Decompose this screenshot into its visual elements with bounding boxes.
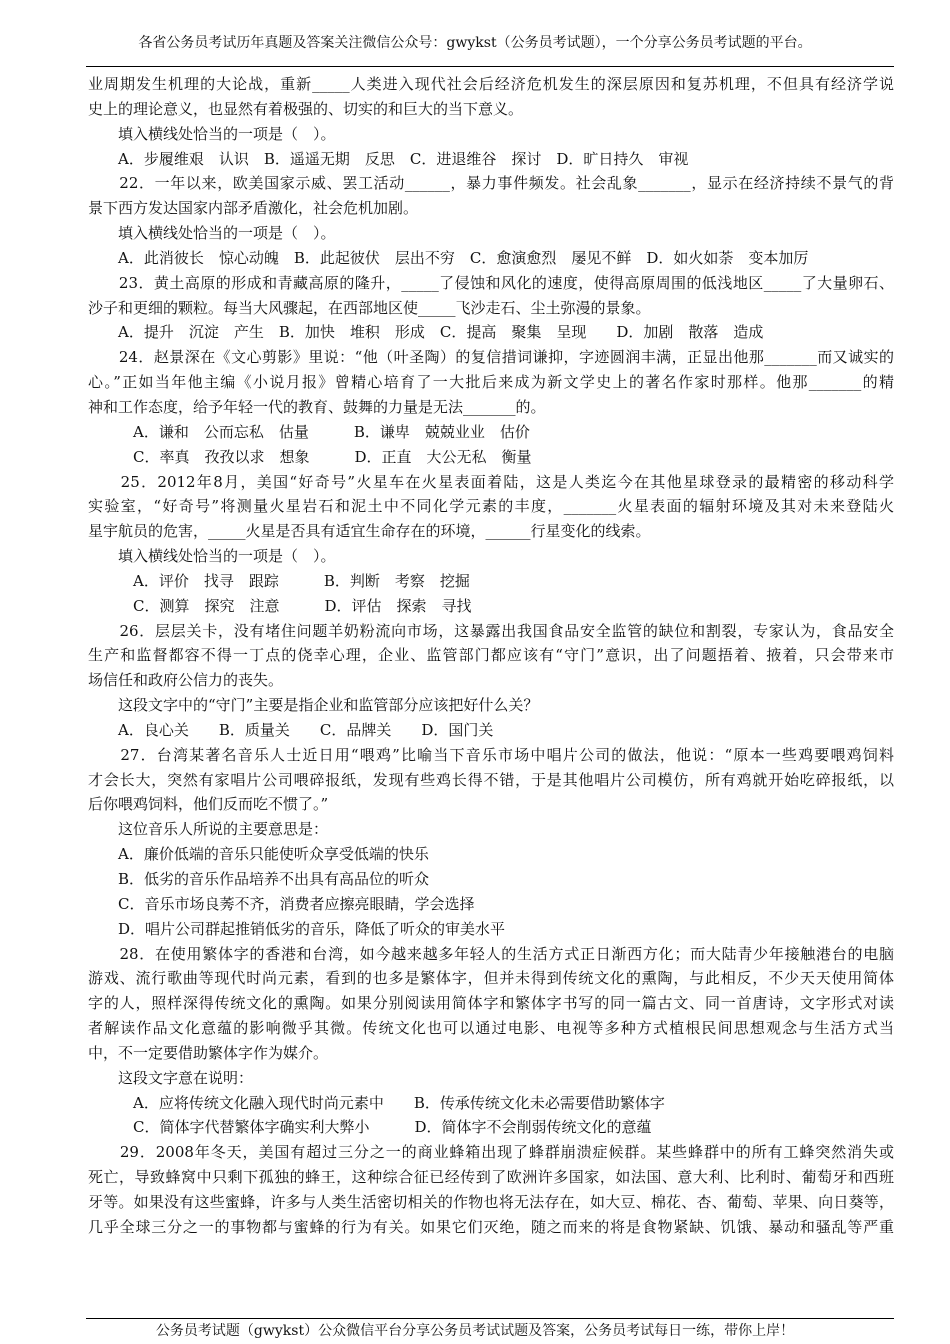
text-line: 景下西方发达国家内部矛盾激化，社会危机加剧。 (88, 199, 419, 218)
page-footer: 公务员考试题（gwykst）公众微信平台分享公务员考试试题及答案，公务员考试每日一练，带你上岸！ (155, 1323, 795, 1339)
text-line: A．良心关 B．质量关 C．品牌关 D．国门关 (88, 720, 494, 739)
text-line: C．测算 探究 注意 D．评估 探索 寻找 (88, 596, 472, 615)
text-line: 29．2008年冬天，美国有超过三分之一的商业蜂箱出现了蜂群崩溃症候群。某些蜂群中的所有工蜂突然消失或 (88, 1143, 894, 1162)
text-line: B．低劣的音乐作品培养不出具有高品位的听众 (88, 870, 430, 888)
header-rule (86, 66, 894, 67)
text-line: 这位音乐人所说的主要意思是： (88, 820, 329, 839)
text-line: 星宇航员的危害，_____火星是否具有适宜生命存在的环境，______行星变化的线索。 (88, 522, 651, 541)
text-line: 28．在使用繁体字的香港和台湾，如今越来越多年轻人的生活方式正日渐西方化；而大陆青少年接触港台的电脑 (88, 944, 894, 963)
text-line: 几乎全球三分之一的事物都与蜜蜂的行为有关。如果它们灭绝，随之而来的将是食物紧缺、饥饿、暴动和骚乱等严重 (88, 1217, 894, 1236)
text-line: 这段文字中的“守门”主要是指企业和监管部分应该把好什么关？ (88, 696, 539, 715)
text-line: 实验室，“好奇号”将测量火星岩石和泥土中不同化学元素的丰度，_______火星表面的辐射环境及其对未来登陆火 (88, 497, 894, 516)
text-line: 后你喂鸡饲料，他们反而吃不惯了。” (88, 795, 329, 814)
footer-rule (86, 1318, 894, 1319)
text-line: 26．层层关卡，没有堵住问题羊奶粉流向市场，这暴露出我国食品安全监管的缺位和割裂，专家认为，食品安全 (88, 621, 894, 640)
text-line: 填入横线处恰当的一项是（ ）。 (88, 547, 336, 566)
text-line: A．应将传统文化融入现代时尚元素中 B．传承传统文化未必需要借助繁体字 (88, 1093, 665, 1112)
text-line: 者解读作品文化意蕴的影响微乎其微。传统文化也可以通过电影、电视等多种方式植根民间思想观念与生活方式当 (88, 1019, 894, 1038)
text-line: 填入横线处恰当的一项是（ ）。 (88, 124, 336, 143)
text-line: 场信任和政府公信力的丧失。 (88, 671, 284, 690)
text-line: C．简体字代替繁体字确实利大弊小 D．简体字不会削弱传统文化的意蕴 (88, 1118, 652, 1137)
text-line: 22．一年以来，欧美国家示威、罢工活动______，暴力事件频发。社会乱象_______，显示在经济持续不景气的背 (88, 174, 894, 193)
text-line: C．率真 孜孜以求 想象 D．正直 大公无私 衡量 (88, 447, 532, 466)
text-line: 神和工作态度，给予年轻一代的教育、鼓舞的力量是无法_______的。 (88, 397, 546, 416)
text-line: 27．台湾某著名音乐人士近日用“喂鸡”比喻当下音乐市场中唱片公司的做法，他说：“原本一些鸡要喂鸡饲料 (88, 745, 894, 764)
text-line: A．廉价低端的音乐只能使听众享受低端的快乐 (88, 845, 429, 864)
text-line: 字的人，照样深得传统文化的熏陶。如果分别阅读用简体字和繁体字书写的同一篇古文、同一首唐诗，文字形式对读 (88, 994, 894, 1013)
text-line: A．评价 找寻 跟踪 B．判断 考察 挖掘 (88, 571, 470, 590)
text-line: 牙等。如果没有这些蜜蜂，许多与人类生活密切相关的作物也将无法存在，如大豆、棉花、杏、葡萄、苹果、向日葵等， (88, 1192, 894, 1211)
text-line: 沙子和更细的颗粒。每当大风骤起，在西部地区使_____飞沙走石、尘土弥漫的景象。 (88, 298, 651, 317)
text-line: 死亡，导致蜂窝中只剩下孤独的蜂王，这种综合征已经传到了欧洲许多国家，如法国、意大利、比利时、葡萄牙和西班 (88, 1168, 894, 1187)
document-body (88, 72, 894, 1240)
text-line: 才会长大，突然有家唱片公司喂碎报纸，发现有些鸡长得不错，于是其他唱片公司模仿，所有鸡就开始吃碎报纸，以 (88, 770, 894, 789)
page-header: 各省公务员考试历年真题及答案关注微信公众号：gwykst（公务员考试题），一个分享公务员考试题的平台。 (138, 35, 812, 51)
text-line: A．谦和 公而忘私 估量 B．谦卑 兢兢业业 估价 (88, 422, 530, 441)
text-line: 填入横线处恰当的一项是（ ）。 (88, 224, 336, 243)
text-line: C．音乐市场良莠不齐，消费者应擦亮眼睛，学会选择 (88, 894, 475, 913)
text-line: 史上的理论意义，也显然有着极强的、切实的和巨大的当下意义。 (88, 99, 524, 118)
text-line: 24．赵景深在《文心剪影》里说：“他（叶圣陶）的复信措词谦抑，字迹圆润丰满，正显出他那_______而又诚实的 (88, 348, 894, 367)
text-line: 业周期发生机理的大论战，重新_____人类进入现代社会后经济危机发生的深层原因和复苏机理，不但具有经济学说 (88, 75, 894, 93)
text-line: D．唱片公司群起推销低劣的音乐，降低了听众的审美水平 (88, 919, 506, 938)
text-line: 中，不一定要借助繁体字作为媒介。 (88, 1043, 329, 1062)
text-line: 25．2012年8月，美国“好奇号”火星车在火星表面着陆，这是人类迄今在其他星球登录的最精密的移动科学 (88, 472, 894, 491)
text-line: A．步履维艰 认识 B．遥遥无期 反思 C．进退维谷 探讨 D．旷日持久 审视 (88, 149, 689, 168)
text-line: 心。”正如当年他主编《小说月报》曾精心培育了一大批后来成为新文学史上的著名作家时那样。他那_______的精 (88, 373, 894, 392)
text-line: A．提升 沉淀 产生 B．加快 堆积 形成 C．提高 聚集 呈现 D．加剧 散落 造成 (88, 323, 764, 342)
text-line: 游戏、流行歌曲等现代时尚元素，看到的也多是繁体字，但并未得到传统文化的熏陶，与此相反，不少天天使用简体 (88, 969, 894, 988)
text-line: A．此消彼长 惊心动魄 B．此起彼伏 层出不穷 C．愈演愈烈 屡见不鲜 D．如火如荼 变本加厉 (88, 248, 809, 267)
text-line: 生产和监督都容不得一丁点的侥幸心理，企业、监管部门都应该有“守门”意识，出了问题捂着、掖着，只会带来市 (88, 646, 894, 665)
text-line: 这段文字意在说明： (88, 1068, 254, 1087)
text-line: 23．黄土高原的形成和青藏高原的隆升，_____了侵蚀和风化的速度，使得高原周围的低浅地区_____了大量卵石、 (88, 273, 894, 292)
